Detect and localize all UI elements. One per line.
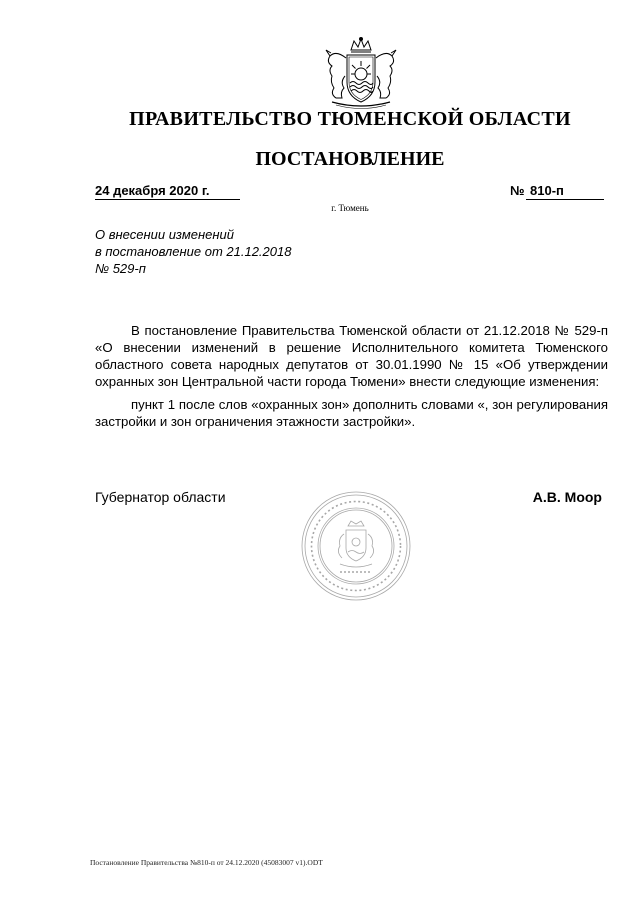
document-subject [95, 226, 355, 277]
subject-line: № 529-п [95, 261, 146, 276]
coat-of-arms-icon [318, 36, 404, 110]
city: г. Тюмень [331, 203, 369, 213]
document-body [95, 322, 608, 430]
document-footer: Постановление Правительства №810-п от 24.12.2020 (45083007 v1).ODT [90, 858, 323, 867]
subject-line: в постановление от 21.12.2018 [95, 244, 292, 259]
number-sign: № [510, 183, 525, 198]
government-name: ПРАВИТЕЛЬСТВО ТЮМЕНСКОЙ ОБЛАСТИ [129, 108, 571, 130]
document-number: 810-п [526, 183, 604, 200]
official-seal-icon [300, 490, 412, 602]
signer-position: Губернатор области [95, 489, 226, 505]
subject-line: О внесении изменений [95, 227, 234, 242]
body-paragraph: пункт 1 после слов «охранных зон» дополнить словами «, зон регулирования застройки и зон ограничения этажности застройки». [95, 397, 608, 429]
document-type: ПОСТАНОВЛЕНИЕ [255, 148, 445, 170]
signer-name: А.В. Моор [532, 489, 602, 505]
document-date: 24 декабря 2020 г. [95, 183, 240, 200]
body-paragraph: В постановление Правительства Тюменской области от 21.12.2018 № 529-п «О внесении изменений в решение Исполнительного комитета Тюменского областного совета народных депутатов от 30.01.1990 № 15 «Об утверждении охранных зон Центральной части города Тюмени» внести следующие изменения: [95, 323, 608, 389]
